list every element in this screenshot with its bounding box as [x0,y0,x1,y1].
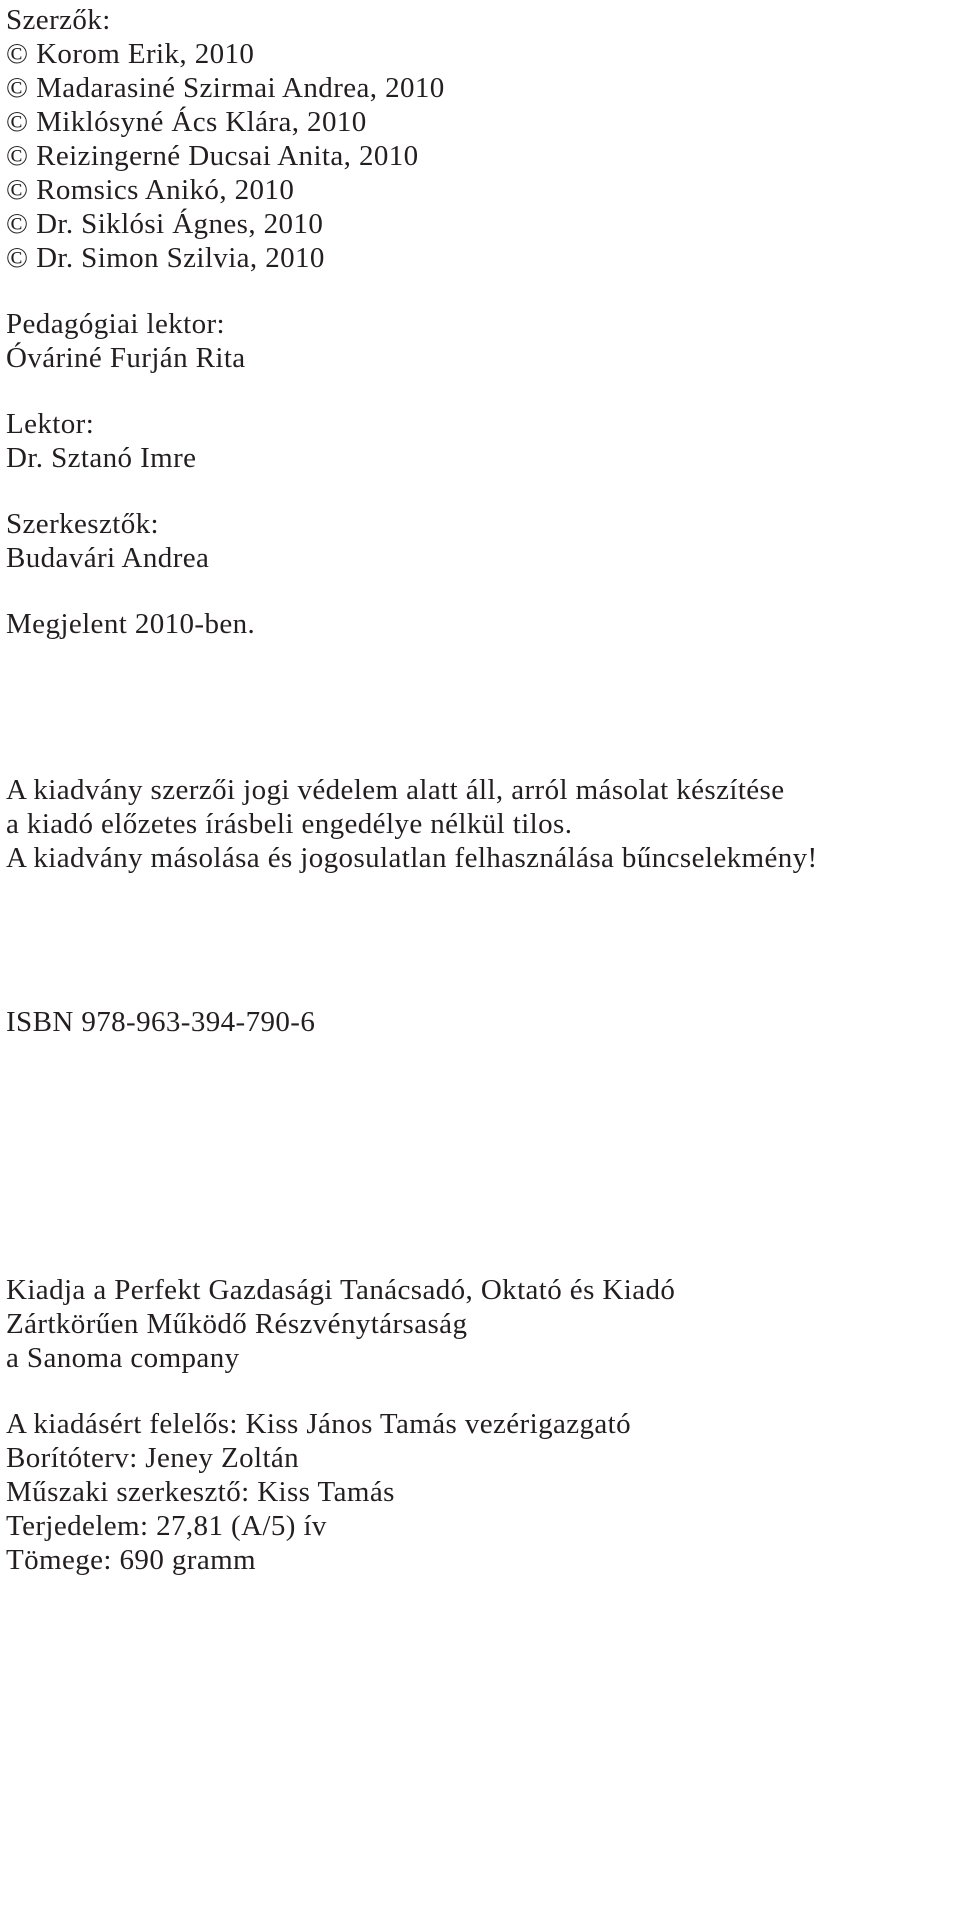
author-line: © Romsics Anikó, 2010 [6,174,295,206]
publisher-line: Zártkörűen Működő Részvénytársaság [6,1308,468,1340]
author-line: © Dr. Siklósi Ágnes, 2010 [6,208,324,240]
reviewer-name: Dr. Sztanó Imre [6,442,197,474]
published-note: Megjelent 2010-ben. [6,608,256,640]
copyright-notice-line: a kiadó előzetes írásbeli engedélye nélkül tilos. [6,808,573,840]
editors-name: Budavári Andrea [6,542,210,574]
authors-heading: Szerzők: [6,4,111,36]
isbn: ISBN 978-963-394-790-6 [6,1006,316,1038]
copyright-notice-line: A kiadvány szerzői jogi védelem alatt áll, arról másolat készítése [6,774,785,806]
publisher-line: a Sanoma company [6,1342,240,1374]
credit-line: Tömege: 690 gramm [6,1544,257,1576]
credit-line: Borítóterv: Jeney Zoltán [6,1442,300,1474]
pedagogical-reviewer-heading: Pedagógiai lektor: [6,308,226,340]
author-line: © Reizingerné Ducsai Anita, 2010 [6,140,419,172]
credit-line: Terjedelem: 27,81 (A/5) ív [6,1510,327,1542]
publisher-line: Kiadja a Perfekt Gazdasági Tanácsadó, Oktató és Kiadó [6,1274,676,1306]
author-line: © Madarasiné Szirmai Andrea, 2010 [6,72,445,104]
author-line: © Korom Erik, 2010 [6,38,255,70]
copyright-notice-line: A kiadvány másolása és jogosulatlan felhasználása bűncselekmény! [6,842,818,874]
reviewer-heading: Lektor: [6,408,95,440]
credit-line: Műszaki szerkesztő: Kiss Tamás [6,1476,395,1508]
credit-line: A kiadásért felelős: Kiss János Tamás vezérigazgató [6,1408,632,1440]
pedagogical-reviewer-name: Óváriné Furján Rita [6,342,246,374]
author-line: © Dr. Simon Szilvia, 2010 [6,242,325,274]
editors-heading: Szerkesztők: [6,508,159,540]
author-line: © Miklósyné Ács Klára, 2010 [6,106,367,138]
